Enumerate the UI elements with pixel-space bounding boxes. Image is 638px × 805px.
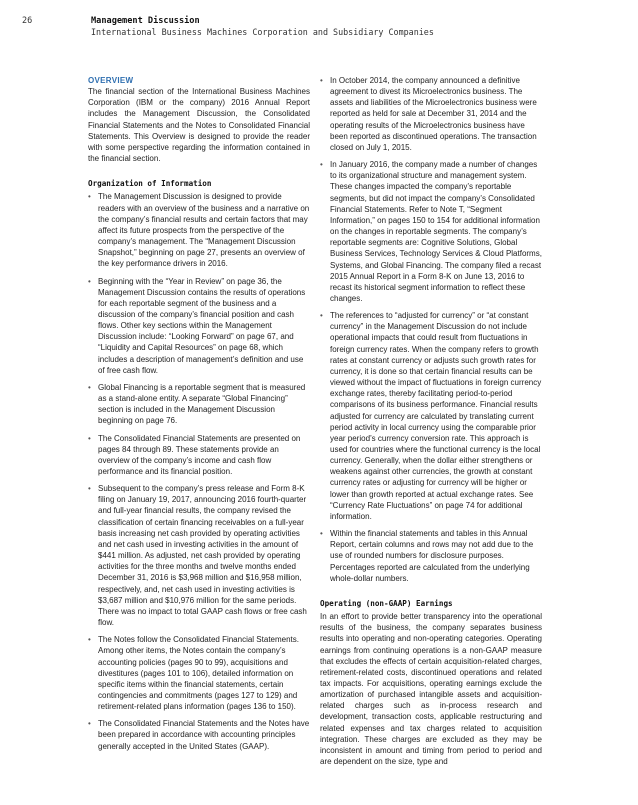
list-item-text: Subsequent to the company’s press release and Form 8-K filing on January 19, 2017, announcing 2016 fourth-quarter and full-year financial results, the company revised the classification of certain financing receivables on a full-year basis increasing net cash provided by operating activities and net cash used in investing activities in the amount of $441 million. As adjusted, net cash provided by operating activities for the three months and twelve months ended December 31, 2016 is $3,968 million and $16,958 million, respectively, and, net cash used in investing activities is $3,687 million and $10,976 million for the same periods. There was no impact to total GAAP cash flows or free cash flow. — [98, 484, 307, 628]
bullet-icon: • — [88, 719, 91, 729]
right-list — [320, 75, 542, 584]
page-subtitle: International Business Machines Corporation and Subsidiary Companies — [91, 27, 434, 37]
bullet-icon: • — [320, 160, 323, 170]
overview-text: The financial section of the International Business Machines Corporation (IBM or the company) 2016 Annual Report includes the Management Discussion, the Consolidated Financial Statements and the Notes to Consolidated Financial Statements. This Overview is designed to provide the reader with some perspective regarding the information contained in the financial section. — [88, 87, 310, 164]
bullet-icon: • — [88, 484, 91, 494]
list-item-text: The Consolidated Financial Statements and the Notes have been prepared in accordance with accounting principles generally accepted in the United States (GAAP). — [98, 719, 310, 751]
list-item — [88, 634, 310, 712]
operating-text: In an effort to provide better transparency into the operational results of the business, the company separates business results into operating and non-operating categories. Operating earnings from continuing operations is a non-GAAP measure that excludes the effects of certain acquisition-related charges, retirement-related costs, discontinued operations and related tax impacts. For acquisitions, operating earnings exclude the amortization of purchased intangible assets and acquisition-related charges such as in-process research and development, transaction costs, applicable restructuring and related expenses and tax charges related to acquisition integration. These charges are excluded as they may be inconsistent in amount and timing from period to period and are dependent on the size, type and — [320, 612, 542, 767]
page-title: Management Discussion — [91, 16, 200, 26]
right-column — [320, 75, 542, 767]
bullet-icon: • — [88, 382, 91, 392]
list-item — [88, 276, 310, 376]
list-item-text: In October 2014, the company announced a definitive agreement to divest its Microelectronics business. The assets and liabilities of the Microelectronics business were reported as held for sale at December 31, 2014 and the operating results of the Microelectronics business have been reported as discontinued operations. The transaction closed on July 1, 2015. — [330, 76, 537, 152]
left-column — [88, 75, 310, 758]
bullet-icon: • — [320, 76, 323, 85]
list-item — [88, 382, 310, 427]
page-number: 26 — [22, 16, 33, 26]
operating-heading: Operating (non-GAAP) Earnings — [320, 598, 453, 608]
bullet-icon: • — [88, 433, 91, 443]
organization-heading: Organization of Information — [88, 179, 212, 189]
list-item-text: The Notes follow the Consolidated Financial Statements. Among other items, the Notes contain the company’s accounting policies (pages 90 to 99), acquisitions and divestitures (pages 101 to 106), detailed information on specific items within the financial statements, certain contingencies and commitments (pages 127 to 129) and retirement-related plans information (pages 136 to 150). — [98, 635, 299, 712]
list-item-text: The Management Discussion is designed to provide readers with an overview of the business and a narrative on the company’s financial results and certain factors that may affect its future prospects from the perspective of the company’s management. The “Management Discussion Snapshot,” beginning on page 27, presents an overview of the key performance drivers in 2016. — [98, 192, 310, 269]
bullet-icon: • — [88, 276, 91, 286]
list-item-text: Global Financing is a reportable segment that is measured as a stand-alone entity. A separate “Global Financing” section is included in the Management Discussion beginning on page 76. — [98, 382, 306, 426]
bullet-icon: • — [320, 311, 323, 321]
organization-list — [88, 191, 310, 751]
list-item — [88, 433, 310, 478]
overview-heading: OVERVIEW — [88, 76, 134, 85]
list-item — [88, 718, 310, 751]
list-item — [88, 483, 310, 628]
list-item-text: The references to “adjusted for currency” or “at constant currency” in the Management Discussion do not include operational impacts that could result from fluctuations in foreign currency rates. When the company refers to growth rates at constant currency or adjusts such growth rates for currency, it is done so that certain financial results can be viewed without the impact of fluctuations in foreign currency exchange rates, thereby facilitating period-to-period comparisons of its business performance. Financial results adjusted for currency are calculated by translating current period activity in local currency using the comparable prior year period’s currency conversion rate. This approach is used for countries where the functional currency is the local currency. Generally, when the dollar either strengthens or weakens against other currencies, the growth at constant currency rates or adjusting for currency will be higher or lower than growth reported at actual exchange rates. See “Currency Rate Fluctuations” on page 74 for additional information. — [330, 311, 542, 521]
bullet-icon: • — [88, 192, 91, 202]
list-item — [88, 191, 310, 269]
list-item-text: The Consolidated Financial Statements are presented on pages 84 through 89. These statements provide an overview of the company’s income and cash flow performance and its financial position. — [98, 433, 301, 476]
list-item — [320, 75, 542, 153]
list-item — [320, 528, 542, 584]
bullet-icon: • — [320, 529, 323, 539]
list-item-text: Within the financial statements and tables in this Annual Report, certain columns and rows may not add due to the use of rounded numbers for disclosure purposes. Percentages reported are calculated from the underlying whole-dollar numbers. — [330, 529, 534, 583]
list-item — [320, 310, 542, 522]
bullet-icon: • — [88, 635, 91, 645]
list-item-text: Beginning with the “Year in Review” on page 36, the Management Discussion contains the results of operations for each reportable segment of the business and a discussion of the company’s financial position and cash flows. Other key sections within the Management Discussion include: “Looking Forward” on page 67, and “Liquidity and Capital Resources” on page 68, which includes a description of management’s definition and use of free cash flow. — [98, 276, 306, 375]
list-item — [320, 159, 542, 304]
list-item-text: In January 2016, the company made a number of changes to its organizational structure and management system. These changes impacted the company’s reportable segments, but did not impact the company’s Consolidated Financial Statements. Refer to Note T, “Segment Information,” on pages 150 to 154 for additional information on the changes in reportable segments. The company’s reportable segments are: Cognitive Solutions, Global Business Services, Technology Services & Cloud Platforms, Systems, and Global Financing. The company filed a recast 2015 Annual Report in a Form 8-K on June 13, 2016 to recast its historical segment information to reflect these changes. — [330, 160, 542, 303]
